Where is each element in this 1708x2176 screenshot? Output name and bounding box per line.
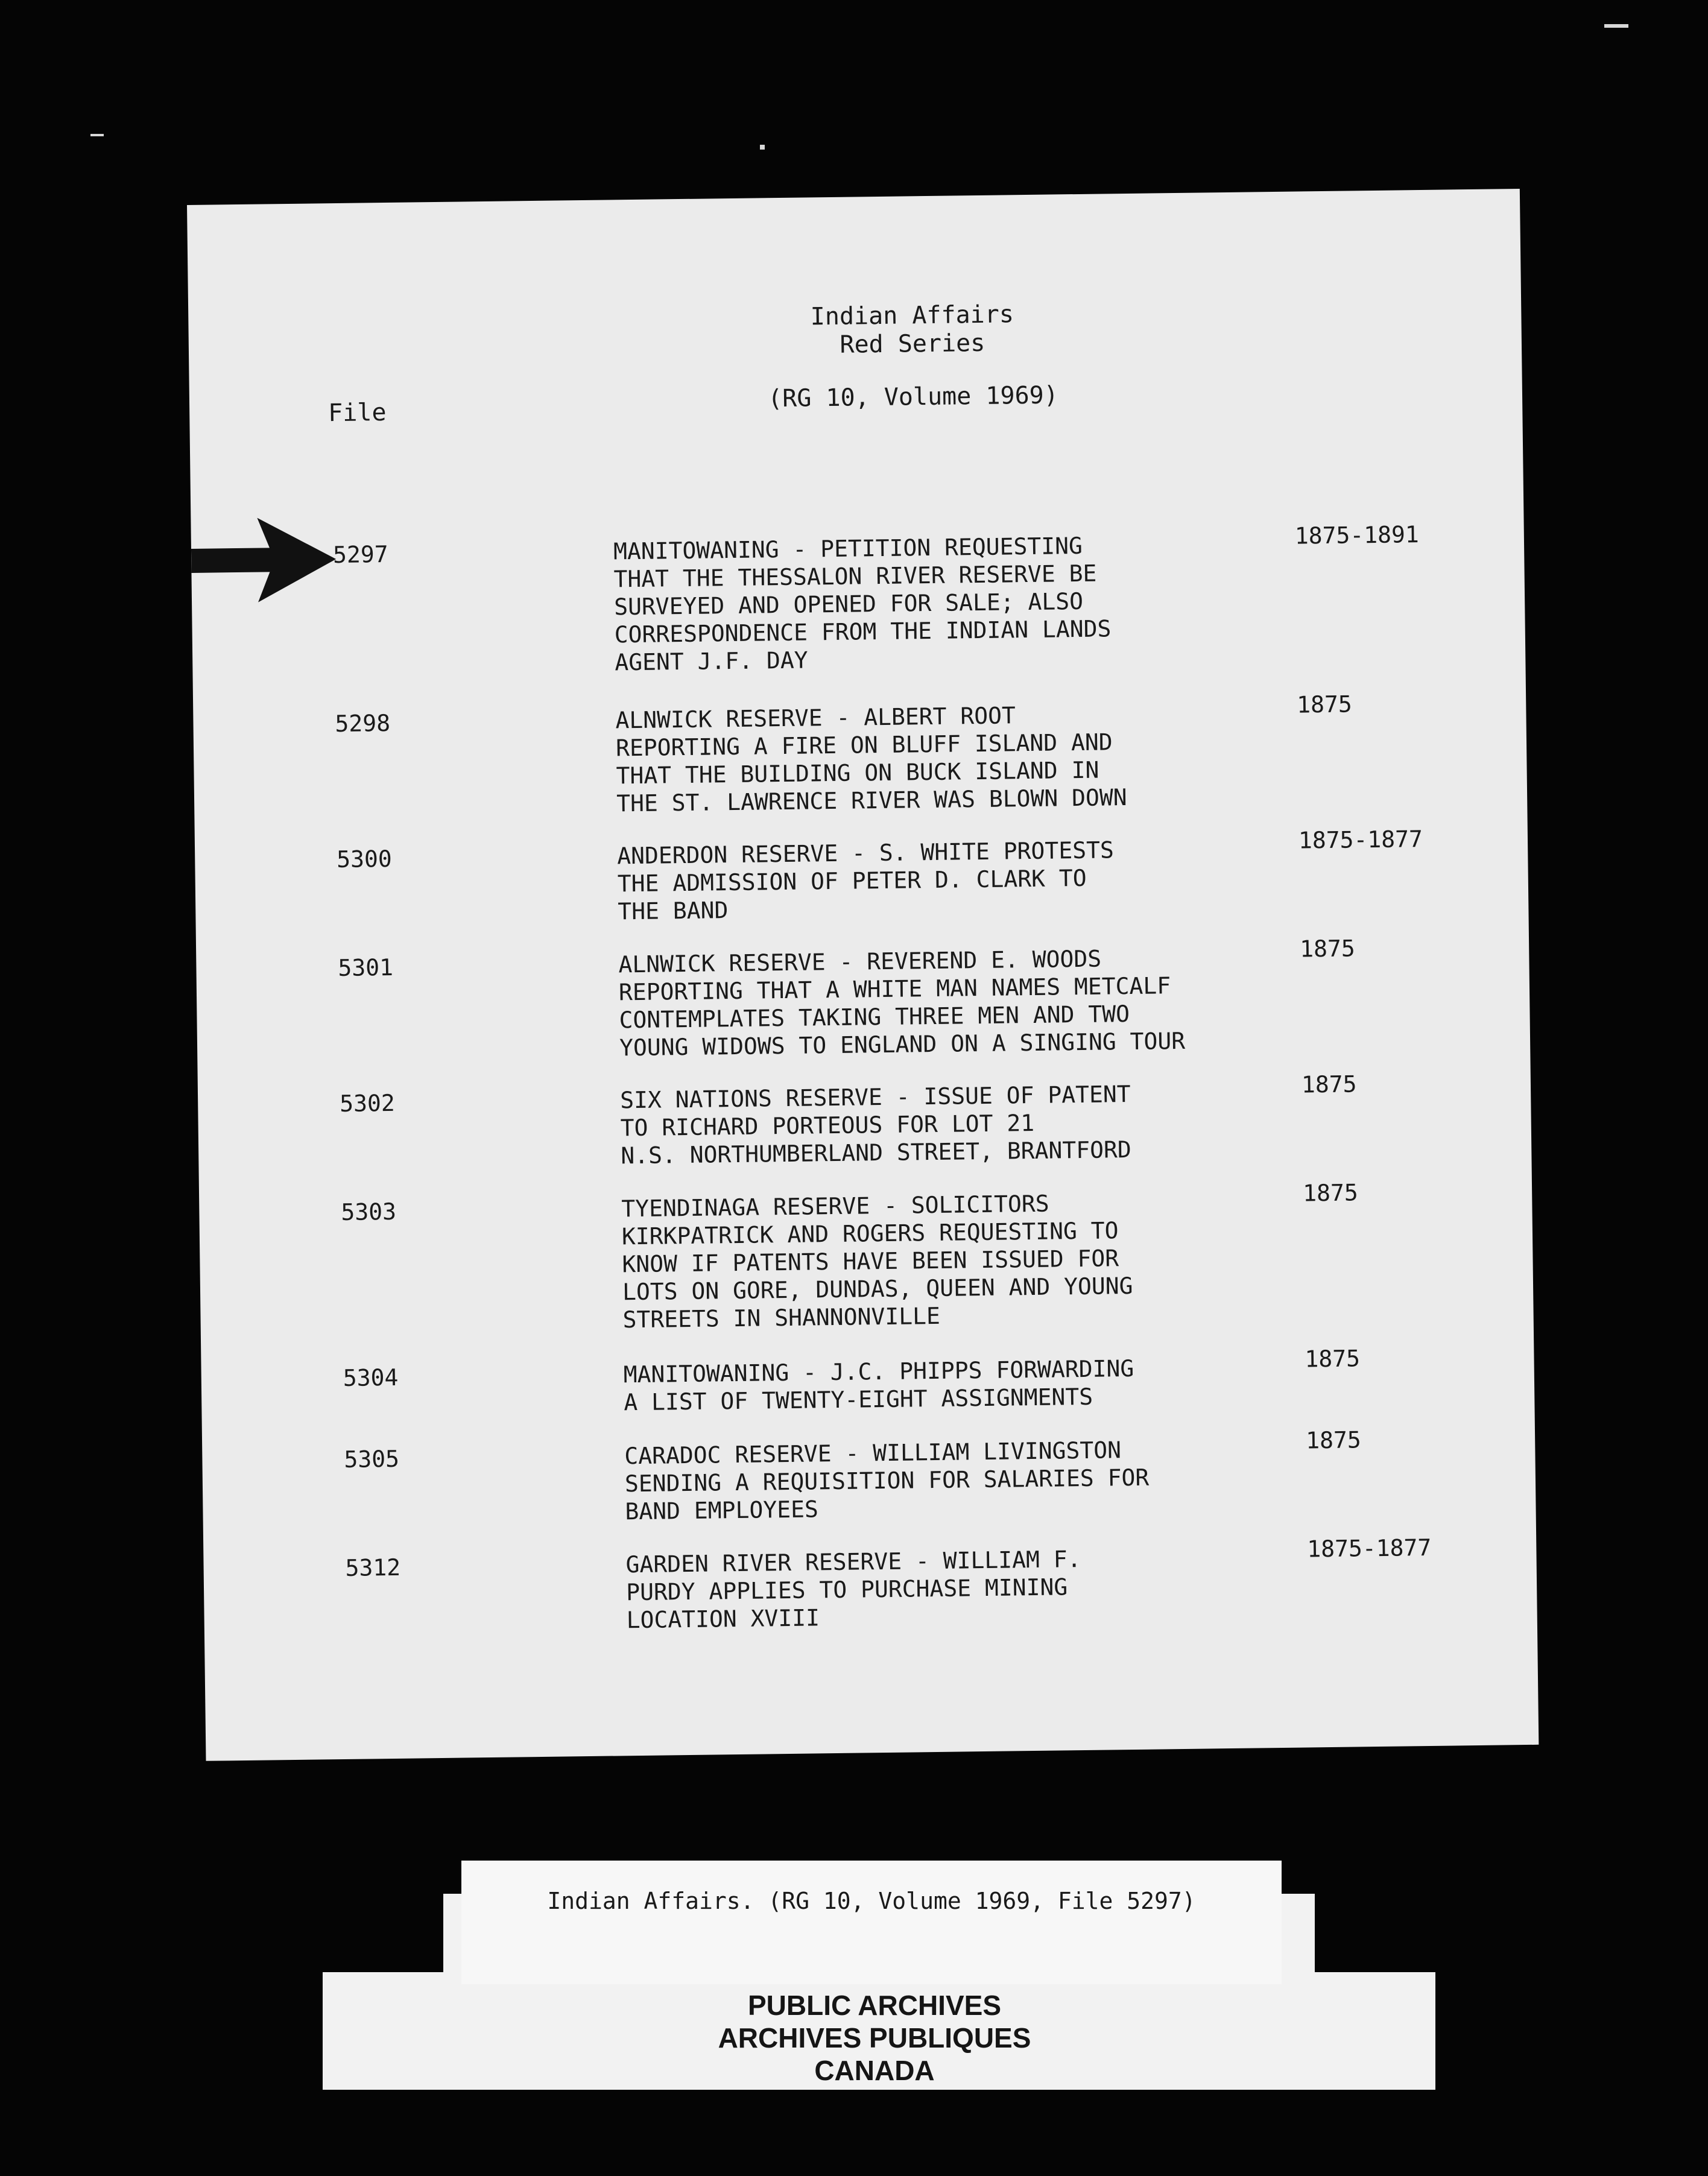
description-line: BAND EMPLOYEES bbox=[625, 1496, 819, 1525]
entry-date: 1875 bbox=[1299, 935, 1355, 963]
entry-description bbox=[618, 941, 1373, 1061]
entry-date: 1875 bbox=[1301, 1071, 1357, 1098]
description-line: LOCATION XVIII bbox=[626, 1604, 820, 1634]
file-number: 5312 bbox=[345, 1554, 401, 1581]
description-line: ANDERDON RESERVE - S. WHITE PROTESTS bbox=[616, 837, 1115, 870]
stamp-line: CANADA bbox=[814, 2055, 935, 2086]
description-line: N.S. NORTHUMBERLAND STREET, BRANTFORD bbox=[621, 1136, 1132, 1169]
entry-date: 1875-1891 bbox=[1294, 521, 1419, 549]
entry-description bbox=[624, 1433, 1379, 1525]
list-item bbox=[198, 1071, 1531, 1169]
scan-fleck bbox=[1604, 24, 1628, 28]
description-line: KNOW IF PATENTS HAVE BEEN ISSUED FOR bbox=[622, 1245, 1119, 1278]
entry-description bbox=[617, 833, 1372, 925]
scan-fleck bbox=[90, 134, 104, 136]
scan-fleck bbox=[760, 145, 765, 150]
description-line: SIX NATIONS RESERVE - ISSUE OF PATENT bbox=[619, 1080, 1131, 1114]
document-title: Indian Affairs bbox=[810, 300, 1014, 331]
description-line: THE ADMISSION OF PETER D. CLARK TO bbox=[617, 864, 1087, 897]
description-line: THE ST. LAWRENCE RIVER WAS BLOWN DOWN bbox=[616, 784, 1127, 817]
entry-description bbox=[623, 1352, 1377, 1416]
file-number: 5297 bbox=[332, 540, 388, 569]
description-line: THAT THE THESSALON RIVER RESERVE BE bbox=[613, 560, 1097, 593]
description-line: KIRKPATRICK AND ROGERS REQUESTING TO bbox=[621, 1217, 1119, 1250]
list-item bbox=[196, 935, 1529, 1061]
description-line: REPORTING A FIRE ON BLUFF ISLAND AND bbox=[615, 729, 1113, 762]
document-series: Red Series bbox=[840, 329, 985, 359]
description-line: MANITOWANING - PETITION REQUESTING bbox=[613, 532, 1083, 565]
description-line: SURVEYED AND OPENED FOR SALE; ALSO bbox=[613, 587, 1084, 621]
entry-date: 1875-1877 bbox=[1307, 1534, 1432, 1563]
reference-slip-text: Indian Affairs. (RG 10, Volume 1969, File 5297) bbox=[547, 1888, 1196, 1914]
description-line: LOTS ON GORE, DUNDAS, QUEEN AND YOUNG bbox=[622, 1272, 1133, 1306]
reference-slip bbox=[461, 1861, 1282, 1984]
description-line: STREETS IN SHANNONVILLE bbox=[622, 1302, 941, 1333]
archives-stamp bbox=[603, 1989, 1146, 2087]
list-item bbox=[203, 1534, 1536, 1634]
description-line: CORRESPONDENCE FROM THE INDIAN LANDS bbox=[614, 615, 1112, 648]
file-number: 5304 bbox=[343, 1364, 399, 1391]
entry-date: 1875 bbox=[1305, 1426, 1361, 1454]
description-line: A LIST OF TWENTY-EIGHT ASSIGNMENTS bbox=[624, 1383, 1093, 1416]
description-line: TO RICHARD PORTEOUS FOR LOT 21 bbox=[620, 1109, 1035, 1142]
description-line: TYENDINAGA RESERVE - SOLICITORS bbox=[621, 1190, 1049, 1222]
entry-description bbox=[625, 1542, 1381, 1634]
pointer-arrow-icon bbox=[191, 517, 337, 603]
entry-description bbox=[620, 1077, 1375, 1169]
description-line: MANITOWANING - J.C. PHIPPS FORWARDING bbox=[623, 1355, 1134, 1388]
description-line: AGENT J.F. DAY bbox=[615, 647, 808, 676]
entry-date: 1875 bbox=[1302, 1179, 1358, 1207]
document-reference: (RG 10, Volume 1969) bbox=[767, 381, 1059, 413]
entry-description bbox=[615, 697, 1370, 817]
file-number: 5302 bbox=[339, 1089, 395, 1118]
file-number: 5305 bbox=[344, 1445, 400, 1473]
description-line: SENDING A REQUISITION FOR SALARIES FOR bbox=[624, 1464, 1150, 1498]
document-page bbox=[187, 189, 1539, 1761]
file-number: 5298 bbox=[335, 709, 391, 738]
entry-description bbox=[613, 528, 1369, 676]
description-line: CONTEMPLATES TAKING THREE MEN AND TWO bbox=[619, 1001, 1130, 1034]
stamp-line: PUBLIC ARCHIVES bbox=[748, 1990, 1001, 2021]
list-item bbox=[193, 691, 1526, 817]
list-item bbox=[191, 521, 1524, 676]
list-item bbox=[199, 1179, 1532, 1333]
entry-description bbox=[621, 1186, 1377, 1333]
file-number: 5300 bbox=[337, 845, 393, 873]
file-number: 5303 bbox=[341, 1198, 397, 1226]
description-line: THAT THE BUILDING ON BUCK ISLAND IN bbox=[616, 756, 1099, 789]
label-tab-right bbox=[1315, 1894, 1435, 1972]
list-item bbox=[201, 1345, 1534, 1416]
description-line: REPORTING THAT A WHITE MAN NAMES METCALF bbox=[618, 972, 1171, 1006]
entry-date: 1875-1877 bbox=[1298, 826, 1423, 854]
label-tab-left bbox=[323, 1894, 443, 1972]
description-line: ALNWICK RESERVE - REVEREND E. WOODS bbox=[618, 945, 1102, 978]
description-line: THE BAND bbox=[618, 897, 729, 925]
description-line: PURDY APPLIES TO PURCHASE MINING bbox=[625, 1573, 1068, 1606]
list-item bbox=[202, 1426, 1535, 1525]
description-line: ALNWICK RESERVE - ALBERT ROOT bbox=[615, 702, 1016, 734]
list-item bbox=[195, 826, 1528, 925]
description-line: CARADOC RESERVE - WILLIAM LIVINGSTON bbox=[624, 1437, 1122, 1470]
description-line: GARDEN RIVER RESERVE - WILLIAM F. bbox=[625, 1546, 1081, 1578]
file-number: 5301 bbox=[338, 954, 394, 982]
file-column-label: File bbox=[327, 398, 387, 428]
description-line: YOUNG WIDOWS TO ENGLAND ON A SINGING TOUR bbox=[619, 1027, 1186, 1061]
entry-date: 1875 bbox=[1305, 1345, 1361, 1373]
stamp-line: ARCHIVES PUBLIQUES bbox=[718, 2022, 1031, 2054]
entry-date: 1875 bbox=[1296, 691, 1353, 718]
